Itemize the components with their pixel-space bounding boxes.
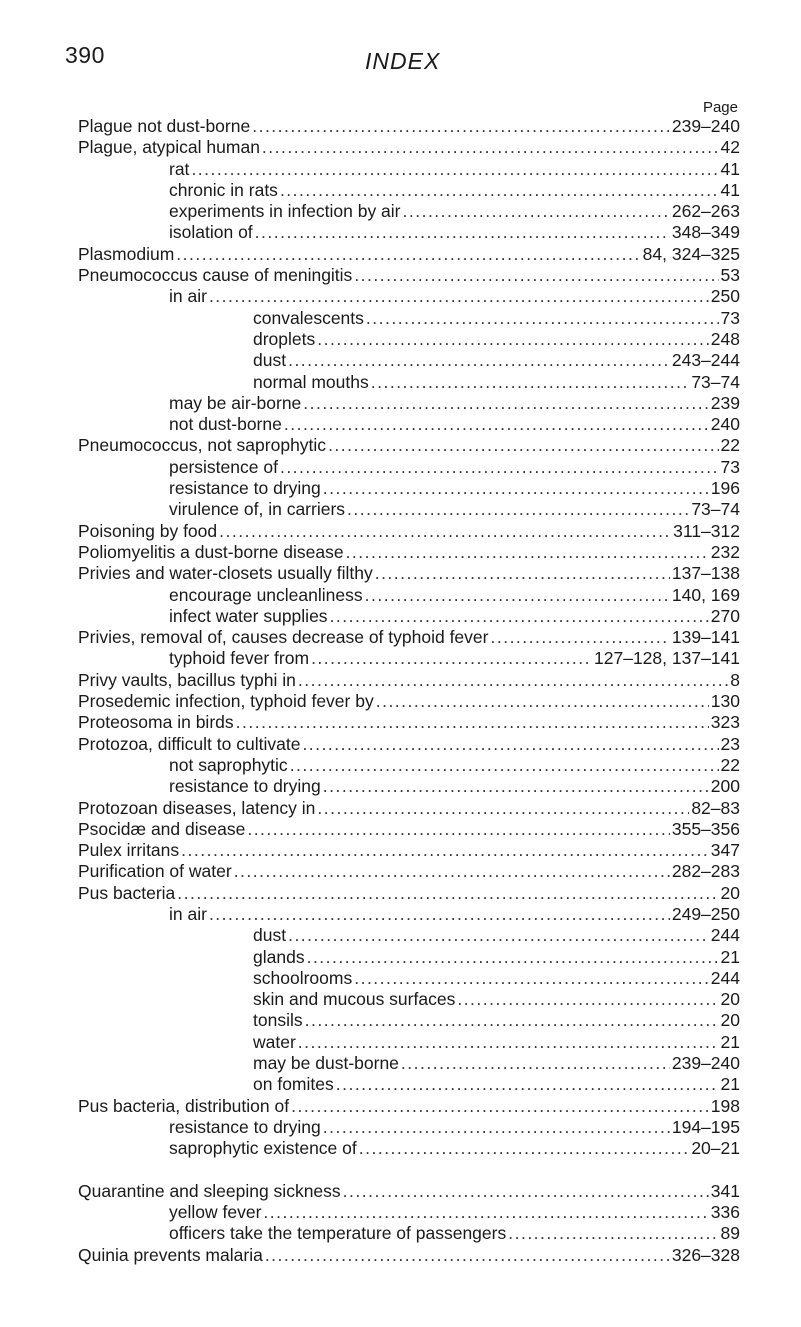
entry-pages: 341 [710, 1180, 740, 1201]
entry-term: resistance to drying [169, 776, 321, 797]
index-entry [78, 1138, 740, 1159]
index-entry [78, 925, 740, 946]
entry-pages: 239 [710, 392, 740, 413]
dot-leader [262, 137, 719, 158]
index-entry [78, 670, 740, 691]
entry-term: Pus bacteria, distribution of [78, 1095, 290, 1116]
index-entry [78, 372, 740, 393]
index-entry [78, 606, 740, 627]
dot-leader [366, 308, 719, 329]
entry-term: officers take the temperature of passengers [169, 1223, 507, 1244]
index-entry [78, 116, 740, 137]
entry-term: Plague not dust-borne [78, 116, 251, 136]
index-entry [78, 137, 740, 158]
dot-leader [288, 925, 709, 946]
entry-term: schoolrooms [253, 967, 353, 988]
dot-leader [291, 1096, 709, 1117]
entry-pages: 41 [720, 179, 740, 200]
index-entry [78, 222, 740, 243]
index-entry [78, 1202, 740, 1223]
entry-term: Privies, removal of, causes decrease of typhoid fever [78, 627, 489, 648]
dot-leader [346, 542, 709, 563]
dot-leader [401, 1053, 670, 1074]
entry-term: Protozoa, difficult to cultivate [78, 733, 301, 754]
entry-pages: 239–240 [671, 1053, 740, 1074]
dot-leader [303, 393, 709, 414]
entry-term: on fomites [253, 1074, 334, 1095]
index-entry [78, 159, 740, 180]
entry-pages: 21 [720, 946, 740, 967]
entry-pages: 20 [720, 989, 740, 1010]
entry-pages: 137–138 [671, 563, 740, 584]
dot-leader [280, 180, 719, 201]
entry-term: Proteosoma in birds [78, 712, 234, 733]
dot-leader [209, 286, 709, 307]
entry-term: resistance to drying [169, 1116, 321, 1137]
index-entry [78, 1181, 740, 1202]
dot-leader [298, 670, 728, 691]
entry-term: dust [253, 925, 287, 946]
entry-pages: 249–250 [671, 903, 740, 924]
index-entry [78, 989, 740, 1010]
index-entry [78, 244, 740, 265]
index-entry [78, 1010, 740, 1031]
entry-term: Pulex irritans [78, 840, 180, 861]
entry-term: virulence of, in carriers [169, 499, 346, 520]
dot-leader [176, 244, 640, 265]
entry-pages: 22 [720, 754, 740, 775]
entry-pages: 20 [720, 882, 740, 903]
index-entry [78, 1032, 740, 1053]
entry-pages: 22 [720, 435, 740, 456]
dot-leader [290, 755, 719, 776]
dot-leader [354, 265, 718, 286]
entry-term: Quarantine and sleeping sickness [78, 1180, 341, 1201]
entry-term: encourage uncleanliness [169, 584, 363, 605]
dot-leader [280, 457, 719, 478]
dot-leader [354, 968, 709, 989]
index-entry [78, 712, 740, 733]
entry-pages: 41 [720, 158, 740, 179]
entry-pages: 244 [710, 925, 740, 946]
entry-term: isolation of [169, 222, 253, 243]
dot-leader [236, 712, 709, 733]
dot-leader [347, 499, 689, 520]
dot-leader [177, 883, 718, 904]
index-entry [78, 308, 740, 329]
index-entry [78, 180, 740, 201]
index-entry [78, 819, 740, 840]
entry-pages: 250 [710, 286, 740, 307]
index-entry [78, 691, 740, 712]
entry-pages: 311–312 [673, 520, 740, 541]
dot-leader [307, 947, 719, 968]
entry-term: Plasmodium [78, 243, 175, 264]
entry-pages: 53 [720, 265, 740, 286]
index-entry [78, 201, 740, 222]
entry-pages: 20–21 [691, 1138, 740, 1159]
entry-pages: 244 [710, 967, 740, 988]
index-entry [78, 542, 740, 563]
entry-term: Pneumococcus cause of meningitis [78, 265, 353, 286]
index-entry [78, 883, 740, 904]
entry-pages: 8 [730, 669, 740, 690]
dot-leader [219, 521, 671, 542]
index-entry [78, 521, 740, 542]
entry-pages: 239–240 [671, 116, 740, 136]
entry-term: may be dust-borne [253, 1053, 399, 1074]
running-head: INDEX [365, 48, 441, 74]
index-entry [78, 840, 740, 861]
entry-term: glands [253, 946, 305, 967]
entry-term: rat [169, 158, 190, 179]
entry-pages: 194–195 [671, 1116, 740, 1137]
entry-pages: 139–141 [671, 627, 740, 648]
index-entry [78, 563, 740, 584]
dot-leader [255, 222, 670, 243]
entry-pages: 21 [720, 1074, 740, 1095]
entry-pages: 240 [710, 414, 740, 435]
entry-pages: 355–356 [671, 818, 740, 839]
entry-pages: 73 [720, 456, 740, 477]
dot-leader [359, 1138, 690, 1159]
entry-term: yellow fever [169, 1202, 262, 1223]
entry-pages: 232 [710, 541, 740, 562]
entry-term: Privy vaults, bacillus typhi in [78, 669, 296, 690]
index-entry [78, 1223, 740, 1244]
index-entry [78, 393, 740, 414]
entry-term: water [253, 1031, 296, 1052]
entry-pages: 336 [710, 1202, 740, 1223]
entry-pages: 89 [720, 1223, 740, 1244]
entry-term: chronic in rats [169, 179, 278, 200]
dot-leader [330, 606, 709, 627]
index-entry [78, 1053, 740, 1074]
entry-pages: 200 [710, 776, 740, 797]
index-entry [78, 1245, 740, 1266]
entry-pages: 282–283 [671, 861, 740, 882]
dot-leader [284, 414, 709, 435]
entry-pages: 198 [710, 1095, 740, 1116]
entry-pages: 73–74 [691, 499, 740, 520]
entry-pages: 326–328 [671, 1244, 740, 1265]
index-entry [78, 904, 740, 925]
entry-pages: 82–83 [691, 797, 740, 818]
dot-leader [375, 563, 670, 584]
entry-pages: 23 [720, 733, 740, 754]
dot-leader [403, 201, 670, 222]
entry-term: Poliomyelitis a dust-borne disease [78, 541, 344, 562]
index-entry [78, 798, 740, 819]
dot-leader [263, 1202, 708, 1223]
dot-leader [328, 435, 718, 456]
dot-leader [265, 1245, 670, 1266]
index-entry [78, 286, 740, 307]
entry-pages: 127–128, 137–141 [594, 648, 740, 669]
index-entry [78, 947, 740, 968]
dot-leader [365, 585, 670, 606]
index-entry [78, 499, 740, 520]
index-entry [78, 435, 740, 456]
entry-pages: 42 [720, 137, 740, 158]
index-entry [78, 734, 740, 755]
index-entry [78, 1074, 740, 1095]
entry-pages: 243–244 [671, 350, 740, 371]
index-entry [78, 861, 740, 882]
page-number: 390 [65, 42, 105, 68]
dot-leader [317, 798, 689, 819]
entry-pages: 323 [710, 712, 740, 733]
page-column-label: Page [702, 99, 738, 116]
entry-term: convalescents [253, 307, 364, 328]
index-entry [78, 329, 740, 350]
entry-pages: 262–263 [671, 201, 740, 222]
entry-term: Pneumococcus, not saprophytic [78, 435, 327, 456]
entry-term: droplets [253, 328, 316, 349]
dot-leader [247, 819, 670, 840]
entry-term: saprophytic existence of [169, 1138, 357, 1159]
index-entry [78, 755, 740, 776]
index-entry [78, 968, 740, 989]
dot-leader [252, 116, 670, 137]
dot-leader [234, 861, 670, 882]
index-entry [78, 265, 740, 286]
entry-term: Plague, atypical human [78, 137, 260, 158]
entry-pages: 20 [720, 1010, 740, 1031]
dot-leader [311, 648, 592, 669]
entry-term: Protozoan diseases, latency in [78, 797, 316, 818]
dot-leader [305, 1010, 719, 1031]
index-entry [78, 478, 740, 499]
dot-leader [323, 1117, 670, 1138]
entry-term: Prosedemic infection, typhoid fever by [78, 691, 374, 712]
index-entries [78, 116, 740, 1266]
entry-term: Privies and water-closets usually filthy [78, 563, 373, 584]
dot-leader [302, 734, 718, 755]
entry-term: experiments in infection by air [169, 201, 401, 222]
dot-leader [191, 159, 718, 180]
dot-leader [323, 776, 709, 797]
entry-term: dust [253, 350, 287, 371]
entry-term: Pus bacteria [78, 882, 176, 903]
entry-pages: 270 [710, 605, 740, 626]
dot-leader [343, 1181, 709, 1202]
index-entry [78, 457, 740, 478]
index-entry [78, 648, 740, 669]
entry-term: Poisoning by food [78, 520, 218, 541]
dot-leader [298, 1032, 719, 1053]
dot-leader [376, 691, 709, 712]
entry-term: normal mouths [253, 371, 369, 392]
index-entry [78, 1096, 740, 1117]
index-entry [78, 414, 740, 435]
entry-pages: 140, 169 [671, 584, 740, 605]
entry-pages: 21 [720, 1031, 740, 1052]
index-entry [78, 776, 740, 797]
index-entry [78, 1117, 740, 1138]
dot-leader [490, 627, 669, 648]
entry-pages: 130 [710, 691, 740, 712]
entry-term: Psocidæ and disease [78, 818, 246, 839]
entry-term: resistance to drying [169, 478, 321, 499]
entry-pages: 347 [710, 840, 740, 861]
dot-leader [209, 904, 670, 925]
dot-leader [508, 1223, 718, 1244]
entry-pages: 73 [720, 307, 740, 328]
index-entry [78, 585, 740, 606]
entry-term: not saprophytic [169, 754, 288, 775]
entry-pages: 348–349 [671, 222, 740, 243]
index-entry [78, 627, 740, 648]
entry-term: infect water supplies [169, 605, 328, 626]
entry-term: in air [169, 903, 207, 924]
entry-term: Quinia prevents malaria [78, 1244, 263, 1265]
entry-term: typhoid fever from [169, 648, 310, 669]
index-entry [78, 350, 740, 371]
entry-term: skin and mucous surfaces [253, 989, 456, 1010]
entry-term: not dust-borne [169, 414, 282, 435]
dot-leader [317, 329, 709, 350]
entry-pages: 248 [710, 328, 740, 349]
entry-term: in air [169, 286, 207, 307]
entry-pages: 196 [710, 478, 740, 499]
dot-leader [288, 350, 670, 371]
dot-leader [323, 478, 709, 499]
entry-term: persistence of [169, 456, 278, 477]
entry-term: may be air-borne [169, 392, 302, 413]
entry-pages: 84, 324–325 [642, 243, 740, 264]
dot-leader [371, 372, 690, 393]
entry-pages: 73–74 [691, 371, 740, 392]
dot-leader [181, 840, 709, 861]
entry-term: Purification of water [78, 861, 232, 882]
dot-leader [336, 1074, 719, 1095]
entry-term: tonsils [253, 1010, 303, 1031]
dot-leader [457, 989, 718, 1010]
